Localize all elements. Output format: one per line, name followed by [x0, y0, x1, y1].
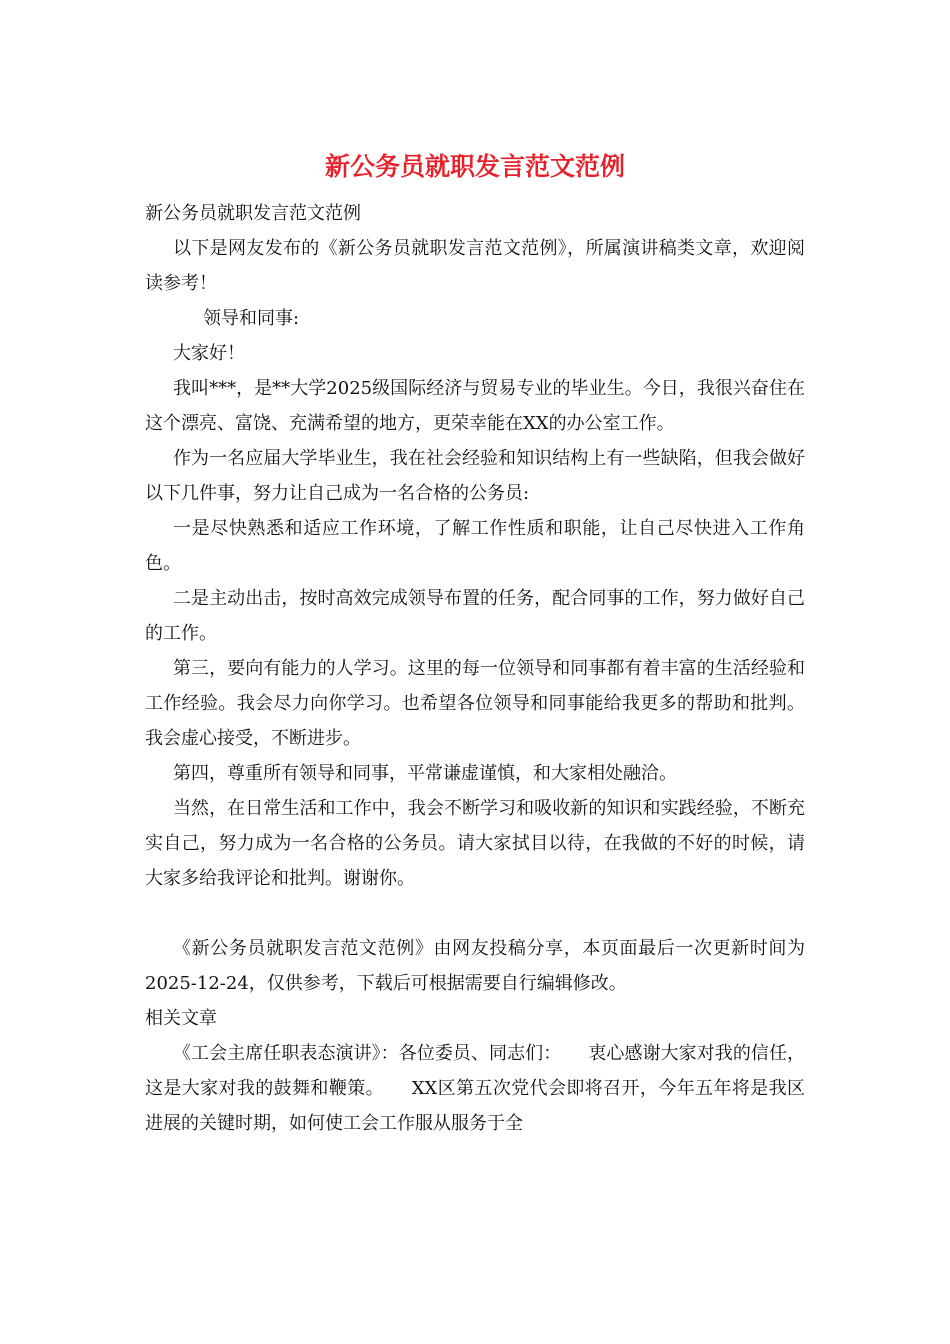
salutation: 领导和同事: — [203, 308, 300, 329]
paragraph-2: 作为一名应届大学毕业生，我在社会经验和知识结构上有一些缺陷，但我会做好以下几件事，努力让自己成为一名合格的公务员: — [145, 448, 805, 504]
document-title: 新公务员就职发言范文范例 — [324, 152, 625, 181]
paragraph-7: 当然，在日常生活和工作中，我会不断学习和吸收新的知识和实践经验，不断充实自己，努力成为一名合格的公务员。请大家拭目以待，在我做的不好的时候，请大家多给我评论和批判。谢谢你。 — [145, 798, 805, 889]
subheading: 新公务员就职发言范文范例 — [145, 203, 361, 224]
paragraph-3: 一是尽快熟悉和适应工作环境，了解工作性质和职能，让自己尽快进入工作角色。 — [145, 518, 805, 574]
spacer — [145, 896, 805, 931]
greeting: 大家好！ — [173, 343, 245, 364]
related-articles-heading: 相关文章 — [145, 1008, 217, 1029]
related-article-excerpt[interactable]: 《工会主席任职表态演讲》：各位委员、同志们： 衷心感谢大家对我的信任，这是大家对我的鼓舞和鞭策。 XX区第五次党代会即将召开，今年五年将是我区进展的关键时期，如何使工会工作服从服务于全 — [145, 1043, 805, 1134]
paragraph-4: 二是主动出击，按时高效完成领导布置的任务，配合同事的工作，努力做好自己的工作。 — [145, 588, 805, 644]
paragraph-5: 第三，要向有能力的人学习。这里的每一位领导和同事都有着丰富的生活经验和工作经验。我会尽力向你学习。也希望各位领导和同事能给我更多的帮助和批判。我会虚心接受，不断进步。 — [145, 658, 805, 749]
paragraph-1: 我叫***，是**大学2025级国际经济与贸易专业的毕业生。今日，我很兴奋住在这个漂亮、富饶、充满希望的地方，更荣幸能在XX的办公室工作。 — [145, 378, 805, 434]
document-body — [145, 196, 805, 1141]
intro-paragraph: 以下是网友发布的《新公务员就职发言范文范例》，所属演讲稿类文章，欢迎阅读参考！ — [145, 238, 805, 294]
footer-note: 《新公务员就职发言范文范例》由网友投稿分享，本页面最后一次更新时间为2025-12-24，仅供参考，下载后可根据需要自行编辑修改。 — [145, 938, 805, 994]
paragraph-6: 第四，尊重所有领导和同事，平常谦虚谨慎，和大家相处融洽。 — [173, 763, 677, 784]
